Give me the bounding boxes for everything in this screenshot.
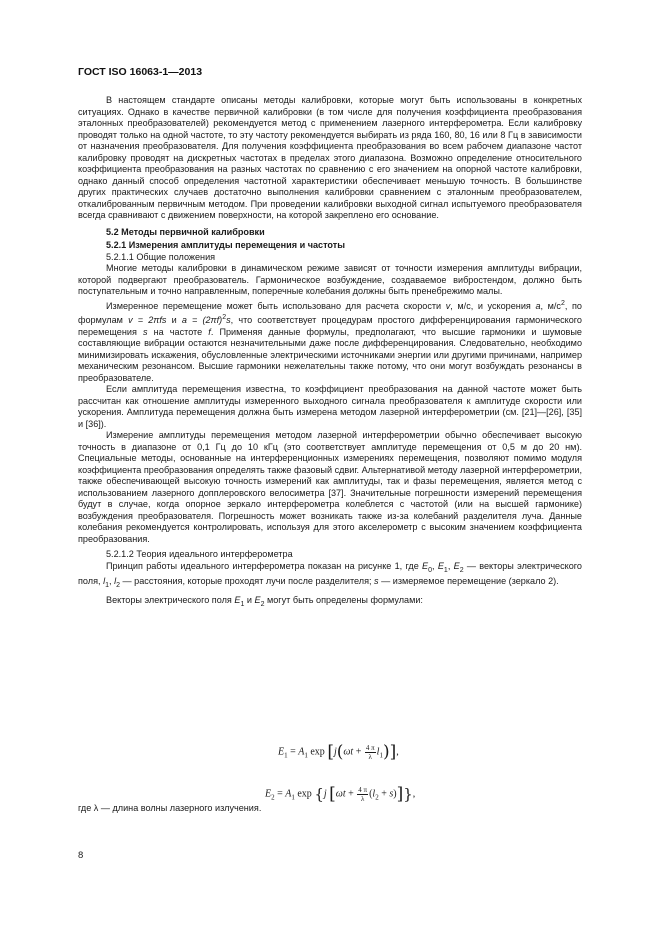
formula-text: + [353,746,364,758]
symbol-s: s [226,315,231,326]
symbol-l2: l [114,575,117,586]
text-run: Принцип работы идеального интерферометра показан на рисунке 1, где [106,560,423,571]
text-run: , по формулам [78,300,582,326]
text-run: Измеренное перемещение может быть использовано для расчета скорости [106,300,446,311]
symbol-s: s [374,575,379,586]
symbol-E1: E [234,595,241,606]
formula-symbol: j [323,788,327,800]
bracket: } [403,785,413,803]
fraction-denominator: λ [360,794,365,803]
subscript: 1 [240,601,245,608]
bracket: ( [336,742,344,762]
text-run: , что соответствует процедурам простого дифференцирования гармонического перемещения [78,315,582,337]
heading-5-2: 5.2 Методы первичной калибровки [106,226,265,237]
fraction-numerator: 4 π [365,743,375,752]
text-run: — расстояния, которые проходят лучи после разделителя; [120,575,375,586]
formula-symbol: ωt [335,788,346,800]
symbol-E2: E [453,560,460,571]
text-run: , м/с [540,300,561,311]
text-run: — векторы электрического поля, [78,560,582,586]
symbol-f: f [208,326,211,337]
subscript: 1 [291,793,295,802]
text-run: , [447,560,454,571]
text-run: Векторы электрического поля [106,595,235,606]
formula-text: , [412,788,416,800]
formula-text: = [287,746,299,758]
heading-5-2-1: 5.2.1 Измерения амплитуды перемещения и частоты [106,240,345,250]
wavelength-note: где λ — длина волны лазерного излучения. [78,803,262,813]
formula-text: ) [393,788,397,800]
text-run: — измеряемое перемещение (зеркало 2). [378,575,559,586]
subscript: 2 [459,566,464,574]
fraction-denominator: λ [368,752,372,761]
symbol-E1: E [437,560,444,571]
subscript: 2 [116,581,121,589]
formula-symbol: j [333,746,337,758]
subscript: 1 [105,581,110,589]
formula-symbol: ωt [343,746,354,758]
superscript: 2 [560,299,565,307]
formula-symbol: A [298,746,305,758]
fraction-numerator: 4 π [358,785,368,794]
formula-symbol: l [376,746,380,758]
symbol-v: v [445,300,451,311]
fraction [365,744,376,761]
text-run: могут быть определены формулами: [264,595,423,606]
formula-e1 [278,742,399,762]
symbol-s: s [142,326,148,337]
subscript: 2 [271,793,275,802]
formula-text: ( [369,788,373,800]
page-number: 8 [78,850,84,861]
text-run: , [432,560,438,571]
symbol-l1: l [103,575,106,586]
formula-e2 [265,784,415,804]
subscript: 1 [379,751,383,760]
subscript: 1 [443,566,448,574]
subscript: 0 [428,566,433,574]
fraction [357,786,368,803]
bracket: { [314,785,324,803]
formula-text: exp [294,788,315,800]
heading-5-2-1-1: 5.2.1.1 Общие положения [106,251,216,262]
symbol-E0: E [422,560,429,571]
document-body [78,95,582,611]
subscript: 2 [260,601,265,608]
subscript: 1 [304,751,308,760]
formula-symbol: A [285,788,292,800]
bracket: [ [327,742,334,762]
text-run: и [166,315,182,326]
heading-5-2-1-2: 5.2.1.2 Теория идеального интерферометра [106,549,293,560]
bracket: ] [396,784,404,804]
bracket: [ [329,784,336,804]
document-header: ГОСТ ISO 16063-1—2013 [78,66,203,78]
text-run: , м/с, и ускорения [450,300,536,311]
symbol-E2: E [254,595,261,606]
paragraph-displacement-known: Если амплитуда перемещения известна, то коэффициент преобразования на данной частоте может быть рассчитан как отношение амплитуды измеренного выходного сигнала преобразователя к амплитуде скорости или ускорения. Амплитуда перемещения должна быть измерена методом лазерной интерферометрии (см. [21]—[26], [35] и [36]). [78,384,582,429]
superscript: 2 [222,314,227,322]
subscript: 1 [284,751,288,760]
paragraph-ideal-interferometer [78,561,582,592]
formula-acceleration: a = (2πf) [181,315,223,326]
formula-text: + [378,788,390,800]
formula-text: + [345,788,357,800]
subscript: 2 [375,793,379,802]
formula-text: , [396,746,399,758]
bracket: ] [389,742,397,762]
bracket: ) [382,742,390,762]
text-run: и [244,595,255,606]
paragraph-calibration-methods: Многие методы калибровки в динамическом режиме зависят от точности измерения амплитуды вибрации, которой подвергают преобразователь. Гармоническое возбуждение, создаваемое вибростендом, должно быть поступательным и точно направленным, поперечные колебания должны быть пренебрежимо малы. [78,263,582,296]
paragraph-intro: В настоящем стандарте описаны методы калибровки, которые могут быть использованы в конкретных ситуациях. Однако в качестве первичной калибровки (в том числе для получения коэффициента преобразования эталонных преобразователей) рекомендуется метод с применением лазерного интерферометра. Если калибровку проводят только на одной частоте, то эту частоту рекомендуется выбирать из ряда 160, 80, 16 или 8 Гц в зависимости от назначения преобразователя. Для получения коэффициента преобразования во всем рабочем диапазоне частот калибровку проводят на дискретных частотах в пределах этого диапазона. Возможно определение относительного коэффициента преобразования на разных частотах по сравнению с его значением на опорной частоте калибровки, однако данный способ определения частотной характеристики обеспечивает меньшую точность. В большинстве других практических случаев достаточно выполнения калибровки сравнением с эталонным преобразователем, откалиброванным первичным методом. При проведении калибровки выходной сигнал испытуемого преобразователя всегда сравнивают с движением поверхности, на которой закреплено его основание. [78,95,582,220]
formula-text: = [274,788,286,800]
formula-symbol: s [389,788,394,800]
formula-symbol: E [278,746,285,758]
symbol-a: a [535,300,541,311]
formula-velocity: v = 2πfs [128,315,167,326]
text-run: , [109,575,115,586]
text-run: на частоте [147,326,209,337]
paragraph-laser-interferometry: Измерение амплитуды перемещения методом лазерной интерферометрии обычно обеспечивает высокую точность в диапазоне от 0,1 Гц до 10 кГц (это соответствует амплитуде перемещения от 0,5 м до 20 нм). Специальные методы, основанные на интерференционных измерениях перемещения, позволяют помимо модуля коэффициента преобразования определять также фазовый сдвиг. Альтернативой методу лазерной интерферометрии, также обеспечивающей высокую точность измерений как амплитуды, так и фазы перемещения, является метод с использованием лазерного допплеровского велосиметра [37]. Значительные погрешности измерений перемещения будут в случае, когда опорное зеркало интерферометра колеблется с частотой (или на высшей гармонике) возбуждения преобразователя. Погрешность может возникать также из-за колебаний разделителя луча. Данные колебания рекомендуется контролировать, используя для этого акселерометр с высоким значением коэффициента преобразования. [78,430,582,544]
paragraph-field-vectors [78,595,582,610]
text-run: . Применяя данные формулы, предполагают, что высшие гармоники и шумовые составляющие вибрации остаются незначительными даже после дифференцирования. Следовательно, необходимо минимизировать искажения, обусловленные электрическими источниками энергии или другими причинами, например механическим резонансом. Высшие гармоники нежелательны также потому, что они могут возбуждать резонансы в преобразователе. [78,326,582,383]
paragraph-measured-displacement [78,298,582,385]
formula-symbol: E [265,788,272,800]
formula-symbol: l [372,788,376,800]
formula-text: exp [307,746,328,758]
